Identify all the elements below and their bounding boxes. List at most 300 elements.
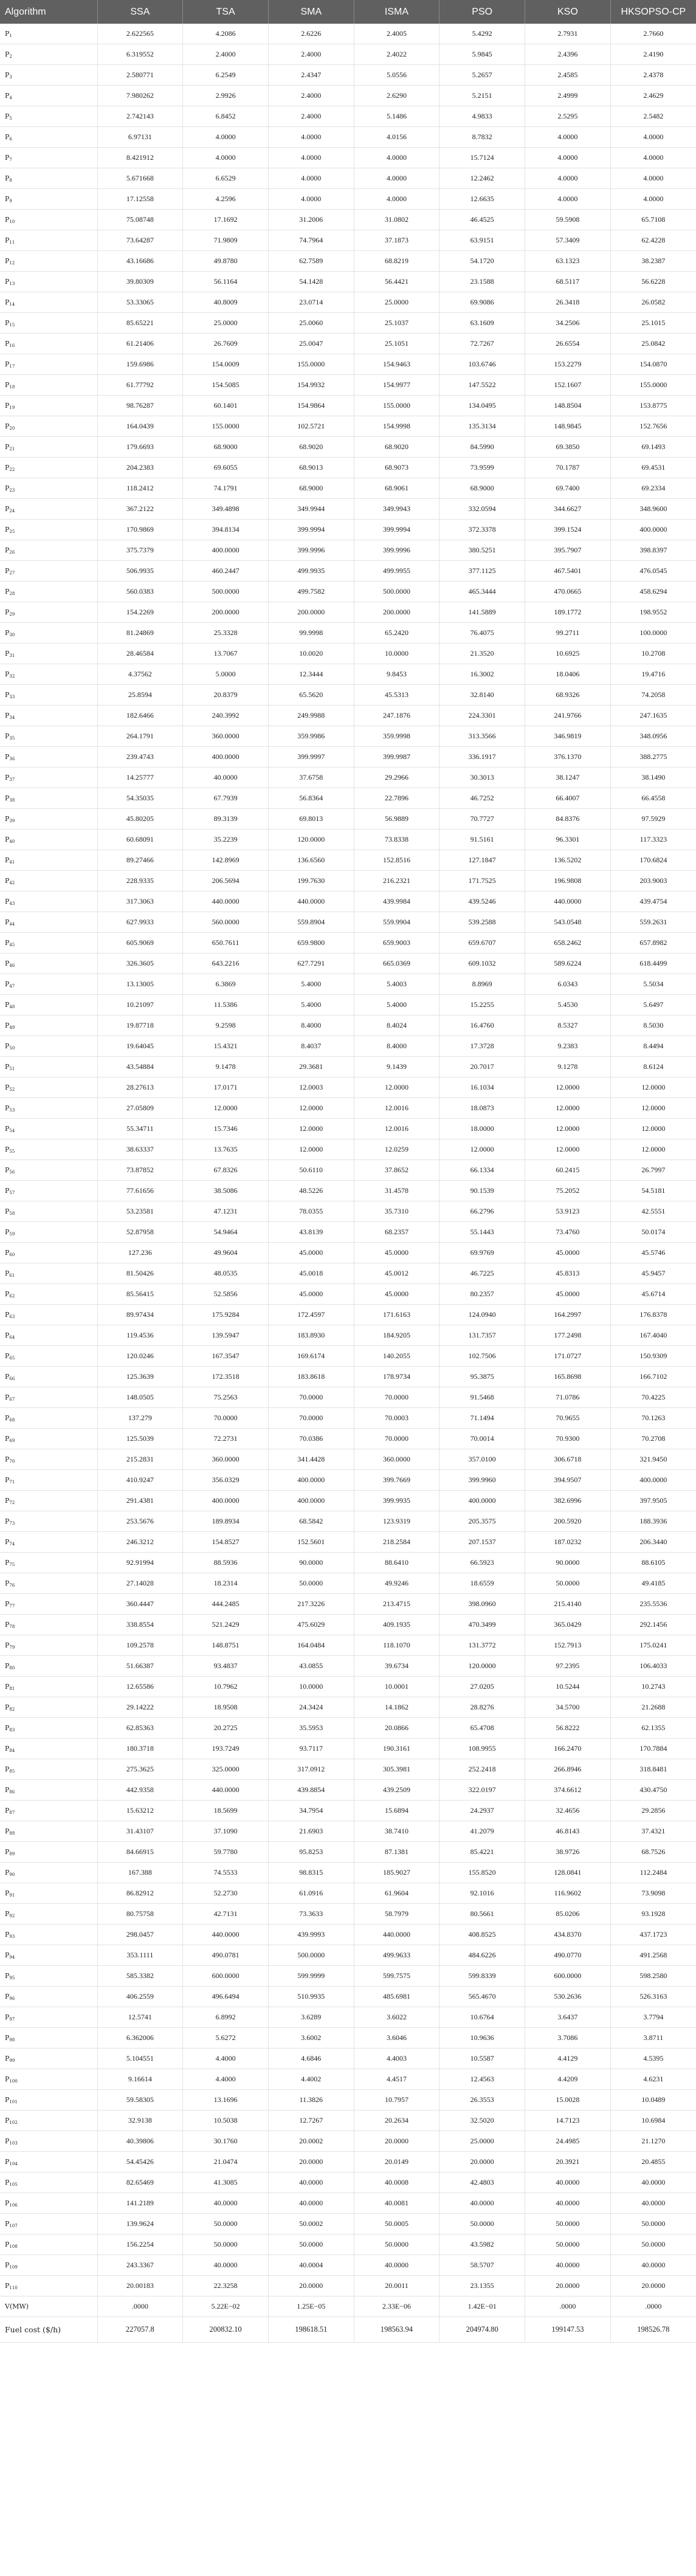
table-cell: 8.5030 (610, 1015, 696, 1036)
table-cell: 180.3718 (97, 1739, 183, 1759)
table-row (0, 44, 696, 65)
table-cell: 62.85363 (97, 1718, 183, 1739)
table-row (0, 1945, 696, 1966)
table-cell: 37.6758 (268, 768, 354, 788)
table-cell: 171.6163 (354, 1305, 439, 1325)
table-cell: 395.7907 (525, 540, 611, 561)
row-label-subscript: 34 (9, 715, 15, 720)
table-cell: 600.0000 (183, 1966, 269, 1987)
row-label-subscript: 69 (9, 1438, 15, 1443)
row-label-subscript: 51 (9, 1066, 15, 1071)
table-cell: 141.5889 (439, 602, 525, 623)
row-label-text: P (5, 2240, 10, 2248)
table-cell: 2.4000 (268, 86, 354, 106)
table-cell: 321.9450 (610, 1449, 696, 1470)
table-cell: 69.3850 (525, 437, 611, 458)
table-cell: 264.1791 (97, 726, 183, 747)
table-cell: 58.7979 (354, 1904, 439, 1925)
row-label (0, 1346, 97, 1367)
table-cell: 332.0594 (439, 499, 525, 520)
table-row (0, 1821, 696, 1842)
row-label (0, 1842, 97, 1863)
table-row (0, 396, 696, 416)
table-cell: 89.27466 (97, 850, 183, 871)
header-row (0, 0, 696, 24)
table-cell: 45.0000 (268, 1284, 354, 1305)
table-cell: 70.0000 (268, 1408, 354, 1429)
row-label (0, 602, 97, 623)
table-cell: 20.0000 (610, 2276, 696, 2296)
table-cell: 91.5161 (439, 829, 525, 850)
table-cell: 510.9935 (268, 1987, 354, 2007)
table-cell: 12.0000 (354, 1077, 439, 1098)
row-label-subscript: 74 (9, 1541, 15, 1547)
table-cell: 3.8711 (610, 2028, 696, 2049)
table-row (0, 1718, 696, 1739)
table-row (0, 1346, 696, 1367)
table-cell: 500.0000 (354, 582, 439, 602)
table-cell: 4.0000 (268, 168, 354, 189)
table-cell: 240.3992 (183, 706, 269, 726)
table-cell: 266.8946 (525, 1759, 611, 1780)
table-cell: 177.2498 (525, 1325, 611, 1346)
row-label (0, 210, 97, 230)
row-label-subscript: 49 (9, 1025, 15, 1030)
table-cell: 5.4003 (354, 974, 439, 995)
table-row (0, 106, 696, 127)
table-cell: 2.6226 (268, 24, 354, 44)
table-cell: 20.0000 (268, 2152, 354, 2172)
table-cell: 69.9086 (439, 292, 525, 313)
table-cell: 2.4000 (183, 44, 269, 65)
table-cell: 167.4040 (610, 1325, 696, 1346)
table-cell: 39.80309 (97, 272, 183, 292)
table-row (0, 1057, 696, 1077)
row-label-text: P (5, 918, 10, 926)
row-label (0, 1449, 97, 1470)
table-cell: 5.4000 (268, 995, 354, 1015)
table-cell: 61.9604 (354, 1883, 439, 1904)
row-label-subscript: 3 (9, 74, 12, 80)
table-cell: 120.0000 (439, 1656, 525, 1677)
table-cell: 12.0000 (268, 1098, 354, 1119)
table-cell: 380.5251 (439, 540, 525, 561)
table-cell: 38.7410 (354, 1821, 439, 1842)
table-cell: 4.4129 (525, 2049, 611, 2069)
row-label (0, 2152, 97, 2172)
table-cell: 2.7931 (525, 24, 611, 44)
table-cell: 159.6986 (97, 354, 183, 375)
row-label (0, 1367, 97, 1387)
table-cell: 45.0000 (268, 1243, 354, 1263)
table-cell: 50.0000 (354, 2234, 439, 2255)
row-label (0, 86, 97, 106)
table-cell: 69.8013 (268, 809, 354, 829)
table-cell: 38.1490 (610, 768, 696, 788)
row-label (0, 1098, 97, 1119)
table-cell: 73.9599 (439, 458, 525, 478)
table-cell: 2.4629 (610, 86, 696, 106)
table-cell: 156.2254 (97, 2234, 183, 2255)
table-cell: 10.7962 (183, 1677, 269, 1697)
table-row (0, 912, 696, 933)
row-label (0, 1243, 97, 1263)
table-cell: 609.1032 (439, 953, 525, 974)
table-cell: 10.7957 (354, 2090, 439, 2111)
row-label (0, 499, 97, 520)
row-label-text: P (5, 1145, 10, 1153)
row-label-subscript: 10 (9, 219, 15, 224)
table-cell: 6.3869 (183, 974, 269, 995)
table-cell: 90.1539 (439, 1181, 525, 1201)
table-cell: 40.0000 (268, 2193, 354, 2214)
table-cell: 109.2578 (97, 1635, 183, 1656)
row-label-subscript: 75 (9, 1562, 15, 1567)
table-cell: 154.2269 (97, 602, 183, 623)
table-cell: 26.6554 (525, 334, 611, 354)
table-row (0, 1325, 696, 1346)
table-cell: 20.8379 (183, 685, 269, 706)
row-label (0, 1532, 97, 1553)
table-cell: 120.0000 (268, 829, 354, 850)
table-cell: 20.3921 (525, 2152, 611, 2172)
table-cell: 37.1873 (354, 230, 439, 251)
table-cell: 10.5587 (439, 2049, 525, 2069)
table-cell: 40.39806 (97, 2131, 183, 2152)
table-cell: 154.9463 (354, 354, 439, 375)
table-cell: 20.0000 (354, 2131, 439, 2152)
table-cell: 5.0000 (183, 664, 269, 685)
table-cell: 442.9358 (97, 1780, 183, 1801)
table-cell: 409.1935 (354, 1615, 439, 1635)
table-cell: 398.0960 (439, 1594, 525, 1615)
table-cell: 68.9020 (268, 437, 354, 458)
row-label-text: P (5, 1661, 10, 1670)
table-cell: 56.4421 (354, 272, 439, 292)
table-cell: 19.64045 (97, 1036, 183, 1057)
table-cell: 526.3163 (610, 1987, 696, 2007)
row-label-subscript: 61 (9, 1273, 15, 1278)
table-cell: 213.4715 (354, 1594, 439, 1615)
row-label-text: P (5, 1475, 10, 1484)
table-cell: 18.9508 (183, 1697, 269, 1718)
table-cell: 359.9986 (268, 726, 354, 747)
table-cell: 45.9457 (610, 1263, 696, 1284)
table-cell: 275.3625 (97, 1759, 183, 1780)
table-cell: 365.0429 (525, 1615, 611, 1635)
table-cell: 460.2447 (183, 561, 269, 582)
table-row (0, 768, 696, 788)
table-cell: 6.8452 (183, 106, 269, 127)
table-cell: 399.1524 (525, 520, 611, 540)
table-cell: 35.2239 (183, 829, 269, 850)
table-cell: 470.3499 (439, 1615, 525, 1635)
row-label-text: P (5, 1021, 10, 1029)
row-label-text: P (5, 856, 10, 864)
table-cell: 59.7780 (183, 1842, 269, 1863)
table-cell: 198618.51 (268, 2317, 354, 2343)
table-cell: 40.0000 (183, 768, 269, 788)
row-label-subscript: 59 (9, 1231, 15, 1237)
table-cell: 440.0000 (183, 891, 269, 912)
row-label-text: P (5, 2261, 10, 2269)
table-cell: 2.4000 (268, 44, 354, 65)
row-label-text: P (5, 215, 10, 224)
row-label-text: P (5, 1000, 10, 1009)
table-cell: 148.9845 (525, 416, 611, 437)
table-cell: 183.8618 (268, 1367, 354, 1387)
table-cell: 4.4517 (354, 2069, 439, 2090)
row-label (0, 1222, 97, 1243)
table-cell: 5.4000 (354, 995, 439, 1015)
table-cell: 4.4209 (525, 2069, 611, 2090)
table-cell: 155.0000 (354, 396, 439, 416)
table-cell: 106.4033 (610, 1656, 696, 1677)
row-label (0, 1573, 97, 1594)
table-cell: 4.2086 (183, 24, 269, 44)
table-cell: 5.6272 (183, 2028, 269, 2049)
table-cell: 70.9655 (525, 1408, 611, 1429)
row-label-subscript: 64 (9, 1334, 15, 1340)
row-label (0, 726, 97, 747)
table-cell: 65.7108 (610, 210, 696, 230)
header-isma: ISMA (354, 0, 439, 24)
row-label-text: P (5, 670, 10, 678)
table-cell: 4.0000 (610, 189, 696, 210)
table-cell: 5.4000 (268, 974, 354, 995)
table-cell: 200832.10 (183, 2317, 269, 2343)
row-label-text: P (5, 422, 10, 430)
table-cell: 216.2321 (354, 871, 439, 891)
row-label-text: P (5, 546, 10, 554)
table-cell: 3.7794 (610, 2007, 696, 2028)
table-cell: 4.0000 (525, 189, 611, 210)
row-label-text: P (5, 1331, 10, 1339)
row-label-text: P (5, 711, 10, 720)
table-cell: 29.2966 (354, 768, 439, 788)
table-row (0, 1863, 696, 1883)
table-cell: 3.6437 (525, 2007, 611, 2028)
row-label (0, 747, 97, 768)
table-cell: 4.5395 (610, 2049, 696, 2069)
row-label (0, 1036, 97, 1057)
row-label-subscript: 47 (9, 983, 15, 989)
row-label-text: P (5, 112, 10, 120)
table-cell: 4.0000 (354, 148, 439, 168)
table-cell: 399.9994 (268, 520, 354, 540)
table-cell: 204.2383 (97, 458, 183, 478)
table-cell: 499.7582 (268, 582, 354, 602)
row-label-text: P (5, 70, 10, 79)
table-cell: 4.0000 (354, 189, 439, 210)
row-label-text: P (5, 1951, 10, 1959)
row-label (0, 2234, 97, 2255)
table-cell: 26.3553 (439, 2090, 525, 2111)
table-cell: 69.7400 (525, 478, 611, 499)
table-cell: 4.4000 (183, 2069, 269, 2090)
table-row (0, 1429, 696, 1449)
table-cell: 42.5551 (610, 1201, 696, 1222)
row-label-subscript: 28 (9, 591, 15, 596)
table-row (0, 850, 696, 871)
table-cell: 12.0000 (610, 1139, 696, 1160)
row-label-text: P (5, 1166, 10, 1174)
row-label-subscript: 79 (9, 1644, 15, 1650)
table-cell: 45.80205 (97, 809, 183, 829)
table-cell: 59.5908 (525, 210, 611, 230)
table-cell: 543.0548 (525, 912, 611, 933)
row-label-text: P (5, 1868, 10, 1877)
table-cell: 54.35035 (97, 788, 183, 809)
row-label-subscript: 77 (9, 1603, 15, 1609)
row-label (0, 313, 97, 334)
row-label (0, 1387, 97, 1408)
row-label (0, 1904, 97, 1925)
row-label-text: P (5, 1806, 10, 1815)
table-cell: 65.2420 (354, 623, 439, 644)
table-cell: 93.7117 (268, 1739, 354, 1759)
table-cell: 252.2418 (439, 1759, 525, 1780)
table-cell: 38.1247 (525, 768, 611, 788)
table-cell: 187.0232 (525, 1532, 611, 1553)
table-cell: 153.8775 (610, 396, 696, 416)
table-cell: 53.33065 (97, 292, 183, 313)
row-label-text: P (5, 1496, 10, 1505)
table-cell: 12.0000 (439, 1139, 525, 1160)
table-cell: 2.4378 (610, 65, 696, 86)
table-cell: 63.1323 (525, 251, 611, 272)
table-row (0, 2152, 696, 2172)
table-cell: 175.9284 (183, 1305, 269, 1325)
table-cell: 124.0940 (439, 1305, 525, 1325)
row-label-subscript: 9 (9, 198, 12, 204)
table-cell: 32.9138 (97, 2111, 183, 2131)
row-label (0, 1925, 97, 1945)
table-cell: 9.2383 (525, 1036, 611, 1057)
table-cell: 247.1876 (354, 706, 439, 726)
row-label-text: P (5, 1537, 10, 1546)
table-cell: 5.2657 (439, 65, 525, 86)
table-cell: 49.8780 (183, 251, 269, 272)
row-label-subscript: 63 (9, 1314, 15, 1319)
row-label-subscript: 99 (9, 2058, 15, 2063)
table-row (0, 334, 696, 354)
row-label-text: P (5, 1083, 10, 1091)
table-cell: 34.7954 (268, 1801, 354, 1821)
row-label-subscript: 1 (9, 33, 12, 38)
table-cell: 659.6707 (439, 933, 525, 953)
row-label-text: P (5, 318, 10, 327)
table-cell: 5.9845 (439, 44, 525, 65)
table-cell: 18.0000 (439, 1119, 525, 1139)
table-cell: 322.0197 (439, 1780, 525, 1801)
table-cell: 599.9999 (268, 1966, 354, 1987)
row-label-text: P (5, 2075, 10, 2083)
table-cell: 10.2708 (610, 644, 696, 664)
row-label (0, 334, 97, 354)
table-cell: 207.1537 (439, 1532, 525, 1553)
table-cell: 499.9633 (354, 1945, 439, 1966)
table-row (0, 1367, 696, 1387)
table-cell: 217.3226 (268, 1594, 354, 1615)
table-row (0, 1139, 696, 1160)
header-kso: KSO (525, 0, 611, 24)
table-cell: 399.7669 (354, 1470, 439, 1491)
table-cell: 66.2796 (439, 1201, 525, 1222)
row-label (0, 1429, 97, 1449)
table-cell: 82.65469 (97, 2172, 183, 2193)
row-label-subscript: 65 (9, 1355, 15, 1361)
table-cell: 600.0000 (525, 1966, 611, 1987)
table-cell: 20.0866 (354, 1718, 439, 1739)
row-label (0, 809, 97, 829)
row-label-text: P (5, 1413, 10, 1422)
table-cell: 50.0000 (525, 1573, 611, 1594)
table-cell: 9.2598 (183, 1015, 269, 1036)
row-label-subscript: 48 (9, 1004, 15, 1009)
table-cell: 66.4558 (610, 788, 696, 809)
table-cell: 48.5226 (268, 1181, 354, 1201)
table-cell: 10.6984 (610, 2111, 696, 2131)
row-label (0, 375, 97, 396)
table-cell: 12.5741 (97, 2007, 183, 2028)
table-row (0, 1119, 696, 1139)
table-cell: 38.9726 (525, 1842, 611, 1863)
row-label-subscript: 87 (9, 1810, 15, 1815)
table-cell: 46.4525 (439, 210, 525, 230)
header-tsa: TSA (183, 0, 269, 24)
table-cell: 45.5313 (354, 685, 439, 706)
row-label-subscript: 8 (9, 177, 12, 183)
table-cell: 69.6055 (183, 458, 269, 478)
table-cell: 25.0047 (268, 334, 354, 354)
table-cell: 92.91994 (97, 1553, 183, 1573)
table-cell: 40.8009 (183, 292, 269, 313)
row-label-subscript: 103 (9, 2140, 18, 2146)
table-cell: 15.7124 (439, 148, 525, 168)
table-cell: 136.5202 (525, 850, 611, 871)
row-label-subscript: 104 (9, 2161, 18, 2166)
table-cell: 150.9309 (610, 1346, 696, 1367)
table-cell: 206.3440 (610, 1532, 696, 1553)
table-cell: 84.8376 (525, 809, 611, 829)
table-cell: 23.1588 (439, 272, 525, 292)
table-row (0, 891, 696, 912)
table-cell: 10.6925 (525, 644, 611, 664)
table-cell: 458.6294 (610, 582, 696, 602)
table-cell: 465.3444 (439, 582, 525, 602)
row-label (0, 1594, 97, 1615)
table-cell: 6.97131 (97, 127, 183, 148)
table-cell: 25.0000 (439, 2131, 525, 2152)
table-cell: 400.0000 (183, 540, 269, 561)
row-label-subscript: 31 (9, 653, 15, 658)
table-cell: 317.0912 (268, 1759, 354, 1780)
row-label-text: P (5, 442, 10, 451)
table-cell: 10.0000 (354, 644, 439, 664)
table-row (0, 2049, 696, 2069)
table-cell: 128.0841 (525, 1863, 611, 1883)
table-cell: 627.7291 (268, 953, 354, 974)
row-label-text: P (5, 1517, 10, 1525)
table-cell: 98.8315 (268, 1863, 354, 1883)
table-cell: 80.5661 (439, 1904, 525, 1925)
table-row (0, 871, 696, 891)
table-cell: 439.9993 (268, 1925, 354, 1945)
table-cell: 90.0000 (525, 1553, 611, 1573)
table-cell: 28.8276 (439, 1697, 525, 1718)
table-cell: 57.3409 (525, 230, 611, 251)
